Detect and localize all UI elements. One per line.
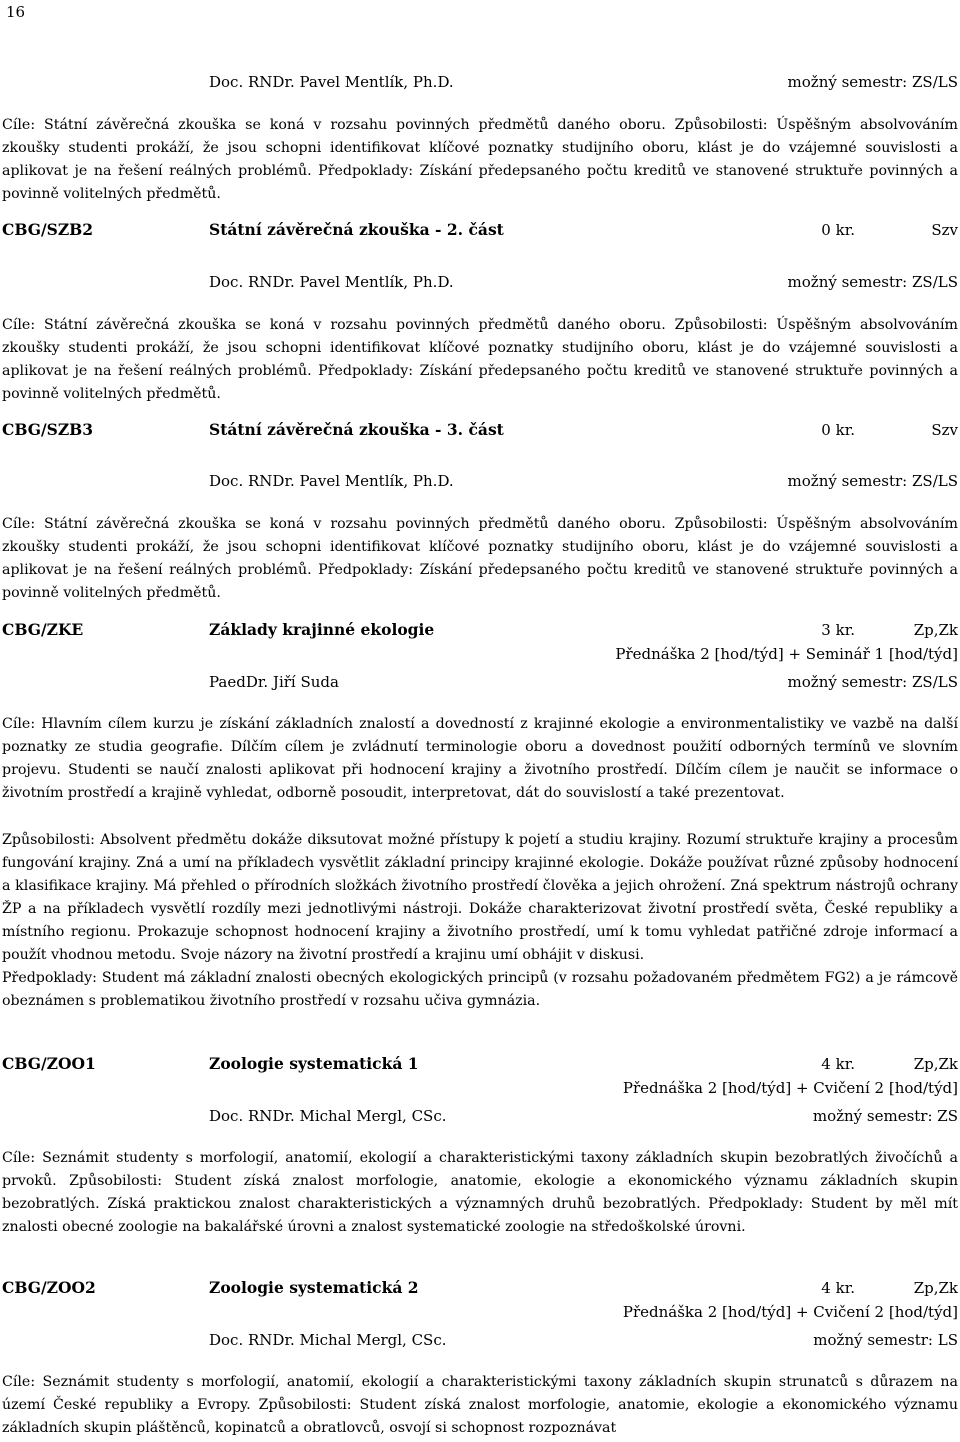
course-competences: Způsobilosti: Absolvent předmětu dokáže diksutovat možné přístupy k pojetí a studiu krajiny. Rozumí struktuře krajiny a procesům fungování krajiny. Zná a umí na příkladech vysvětlit základní principy krajinné ekologie. Dokáže používat různé způsoby hodnocení a klasifikace krajiny. Má přehled o přírodních složkách životního prostředí člověka a jejich ohrožení. Zná spektrum nástrojů ochrany ŽP a na příkladech vysvětlí rozdíly mezi jednotlivými nástroji. Dokáže charakterizovat životní prostředí světa, České republiky a místního regionu. Prokazuje schopnost hodnocení krajiny a životního prostředí, umí k tomu vyhledat patřičné zdroje informací a použít vhodnou metodu. Svoje názory na životní prostředí a krajinu umí obhájit v diskusi. xyxy=(2,832,958,963)
course-code: CBG/ZOO2 xyxy=(2,1278,96,1297)
course-title: Zoologie systematická 1 xyxy=(209,1054,419,1073)
course-credits: 4 kr. xyxy=(821,1055,855,1073)
course-semester: možný semestr: ZS/LS xyxy=(787,472,958,490)
course-credits: 4 kr. xyxy=(821,1279,855,1297)
course-meta-row xyxy=(0,671,960,693)
page-number: 16 xyxy=(6,3,26,21)
course-teacher: Doc. RNDr. Pavel Mentlík, Ph.D. xyxy=(209,472,454,490)
course-completion: Zp,Zk xyxy=(913,1279,958,1297)
course-prerequisites: Předpoklady: Student má základní znalosti obecných ekologických principů (v rozsahu požadovaném předmětem FG2) a je rámcově obeznámen s problematikou životního prostředí v rozsahu učiva gymnázia. xyxy=(2,970,958,1009)
course-hours: Přednáška 2 [hod/týd] + Cvičení 2 [hod/týd] xyxy=(622,1079,958,1097)
course-completion: Zp,Zk xyxy=(913,621,958,639)
course-hours-row xyxy=(0,643,960,665)
course-teacher: Doc. RNDr. Michal Mergl, CSc. xyxy=(209,1331,447,1349)
course-description: Cíle: Státní závěrečná zkouška se koná v rozsahu povinných předmětů daného oboru. Způsobilosti: Úspěšným absolvováním zkoušky studenti prokáží, že jsou schopni identifikovat klíčové poznatky studijního oboru, klást je do vzájemné souvislosti a aplikovat je na řešení reálných problémů. Předpoklady: Získání předepsaného počtu kreditů ve stanovené struktuře povinných a povinně volitelných předmětů. xyxy=(2,317,958,402)
course-meta-row xyxy=(0,470,960,492)
course-title: Základy krajinné ekologie xyxy=(209,620,435,639)
course-semester: možný semestr: ZS xyxy=(812,1107,958,1125)
course-header-row xyxy=(0,219,960,241)
course-semester: možný semestr: ZS/LS xyxy=(787,273,958,291)
course-code: CBG/SZB3 xyxy=(2,420,94,439)
course-code: CBG/ZKE xyxy=(2,620,84,639)
course-goals: Cíle: Hlavním cílem kurzu je získání základních znalostí a dovedností z krajinné ekologie a environmentalistiky ve vazbě na další poznatky ze studia geografie. Dílčím cílem je zvládnutí terminologie oboru a dovednost použití odborných termínů ve slovním projevu. Studenti se naučí znalosti aplikovat při hodnocení krajiny a životního prostředí. Dílčím cílem je naučit se informace o životním prostředí a krajině vyhledat, odborně posoudit, interpretovat, dát do souvislostí a také prezentovat. xyxy=(2,716,958,801)
course-description: Cíle: Seznámit studenty s morfologií, anatomií, ekologií a charakteristickými taxony základních skupin bezobratlých živočíchů a prvoků. Způsobilosti: Student získá znalost morfologie, anatomie, ekologie a ekonomického významu základních skupin bezobratlých. Získá praktickou znalost charakteristických a významných druhů bezobratlých. Předpoklady: Student by měl mít znalosti obecné zoologie na bakalářské úrovni a znalost systematické zoologie na středoškolské úrovni. xyxy=(2,1150,958,1235)
course-completion: Zp,Zk xyxy=(913,1055,958,1073)
course-header-row xyxy=(0,419,960,441)
course-teacher: Doc. RNDr. Pavel Mentlík, Ph.D. xyxy=(209,73,454,91)
course-header-row xyxy=(0,619,960,641)
course-title: Státní závěrečná zkouška - 3. část xyxy=(209,420,504,439)
course-hours-row xyxy=(0,1301,960,1323)
course-description: Cíle: Státní závěrečná zkouška se koná v rozsahu povinných předmětů daného oboru. Způsobilosti: Úspěšným absolvováním zkoušky studenti prokáží, že jsou schopni identifikovat klíčové poznatky studijního oboru, klást je do vzájemné souvislosti a aplikovat je na řešení reálných problémů. Předpoklady: Získání předepsaného počtu kreditů ve stanovené struktuře povinných a povinně volitelných předmětů. xyxy=(2,516,958,601)
course-meta-row xyxy=(0,1105,960,1127)
course-description: Cíle: Státní závěrečná zkouška se koná v rozsahu povinných předmětů daného oboru. Způsobilosti: Úspěšným absolvováním zkoušky studenti prokáží, že jsou schopni identifikovat klíčové poznatky studijního oboru, klást je do vzájemné souvislosti a aplikovat je na řešení reálných problémů. Předpoklady: Získání předepsaného počtu kreditů ve stanovené struktuře povinných a povinně volitelných předmětů. xyxy=(2,117,958,202)
course-hours: Přednáška 2 [hod/týd] + Seminář 1 [hod/týd] xyxy=(615,645,958,663)
course-semester: možný semestr: LS xyxy=(813,1331,958,1349)
course-semester: možný semestr: ZS/LS xyxy=(787,73,958,91)
course-title: Zoologie systematická 2 xyxy=(209,1278,419,1297)
course-header-row xyxy=(0,1277,960,1299)
course-title: Státní závěrečná zkouška - 2. část xyxy=(209,220,504,239)
course-meta-row xyxy=(0,71,960,93)
course-code: CBG/ZOO1 xyxy=(2,1054,96,1073)
course-completion: Szv xyxy=(931,221,958,239)
course-credits: 3 kr. xyxy=(821,621,855,639)
course-hours: Přednáška 2 [hod/týd] + Cvičení 2 [hod/týd] xyxy=(622,1303,958,1321)
course-teacher: Doc. RNDr. Michal Mergl, CSc. xyxy=(209,1107,447,1125)
course-header-row xyxy=(0,1053,960,1075)
course-description: Cíle: Seznámit studenty s morfologií, anatomií, ekologií a charakteristickými taxony základních skupin strunatců s důrazem na území České republiky a Evropy. Způsobilosti: Student získá znalost morfologie, anatomie, ekologie a ekonomického významu základních skupin pláštěnců, kopinatců a obratlovců, osvojí si schopnost rozpoznávat xyxy=(2,1374,958,1436)
course-credits: 0 kr. xyxy=(821,421,855,439)
course-meta-row xyxy=(0,271,960,293)
course-semester: možný semestr: ZS/LS xyxy=(787,673,958,691)
course-credits: 0 kr. xyxy=(821,221,855,239)
course-completion: Szv xyxy=(931,421,958,439)
course-code: CBG/SZB2 xyxy=(2,220,94,239)
course-teacher: PaedDr. Jiří Suda xyxy=(209,673,339,691)
course-hours-row xyxy=(0,1077,960,1099)
course-teacher: Doc. RNDr. Pavel Mentlík, Ph.D. xyxy=(209,273,454,291)
course-meta-row xyxy=(0,1329,960,1351)
